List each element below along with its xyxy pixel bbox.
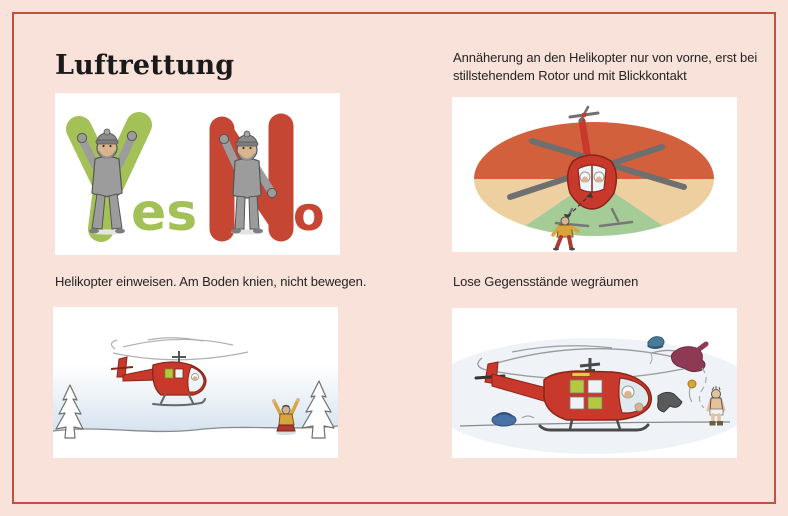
loose-objects-svg [452, 308, 737, 458]
approach-zones-svg [452, 97, 737, 252]
caption-guide: Helikopter einweisen. Am Boden knien, nicht bewegen. [55, 274, 367, 289]
guide-kneeling-svg [53, 307, 338, 458]
caption-approach: Annäherung an den Helikopter nur von vorne, erst bei stillstehendem Rotor und mit Blickkontakt [453, 50, 758, 83]
illustration-guide-kneeling [53, 307, 338, 458]
yes-suffix-text: es [131, 183, 198, 243]
yes-no-svg [55, 93, 340, 255]
illustration-yes-no-signals [55, 93, 340, 255]
illustration-approach-zones [452, 97, 737, 252]
page-title: Luftrettung [55, 50, 235, 81]
no-suffix-text: o [293, 187, 325, 241]
caption-loose-objects: Lose Gegensstände wegräumen [453, 274, 639, 289]
illustration-loose-objects [452, 308, 737, 458]
